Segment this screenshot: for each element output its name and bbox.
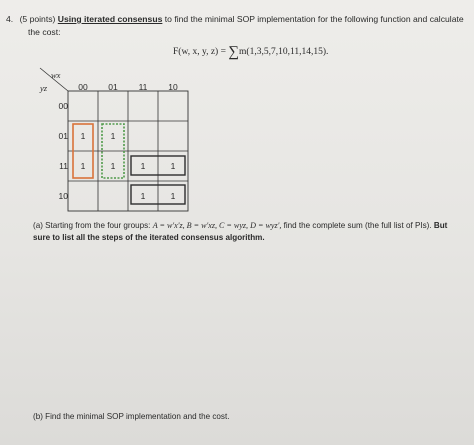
formula-lhs: F(w, x, y, z) = (173, 47, 226, 57)
kmap-row-header: 01 (58, 131, 68, 141)
question-task: to find the minimal SOP implementation for the following function and calculate (164, 14, 464, 24)
sigma-symbol: ∑ (228, 44, 240, 60)
part-a (33, 220, 458, 244)
part-a-label: (a) (33, 221, 43, 230)
part-a-text2: find the complete sum (the full list of (283, 221, 413, 230)
kmap-cell: 1 (170, 161, 176, 171)
kmap-cell: 1 (110, 131, 116, 141)
kmap-cell: 1 (140, 191, 146, 201)
kmap-col-header: 11 (138, 82, 148, 92)
kmap-cell: 1 (80, 161, 86, 171)
part-a-bold-instruction: But sure to list all the steps of the iterated consensus algorithm. (33, 221, 448, 242)
part-b-text: Find the minimal SOP implementation and the cost. (45, 412, 230, 421)
kmap-corner-yz: yz (40, 83, 48, 93)
kmap-row-header: 00 (58, 101, 68, 111)
kmap-cell: 1 (140, 161, 146, 171)
question-number: 4. (6, 14, 14, 24)
kmap-cell: 1 (80, 131, 86, 141)
kmap-row-header: 11 (59, 161, 68, 171)
question-points: (5 points) (19, 14, 56, 24)
part-b-label: (b) (33, 412, 43, 421)
kmap-col-header: 10 (168, 82, 178, 92)
kmap-cell: 1 (110, 161, 116, 171)
kmap-cell: 1 (170, 191, 176, 201)
formula-rhs: m(1,3,5,7,10,11,14,15). (239, 47, 329, 57)
kmap-col-header: 00 (78, 82, 88, 92)
part-a-groups: A = w'x'z, B = w'xz, C = wyz, D = wyz', (152, 221, 282, 230)
kmap-row-header: 10 (58, 191, 68, 201)
part-a-text3: PIs). (414, 221, 432, 230)
question-method: Using iterated consensus (57, 14, 163, 24)
part-a-text1: Starting from the four groups: (45, 221, 151, 230)
kmap-col-header: 01 (108, 82, 118, 92)
question-task-line2: the cost: (28, 27, 61, 37)
part-b (33, 412, 229, 421)
kmap-corner-wx: wx (51, 70, 61, 80)
